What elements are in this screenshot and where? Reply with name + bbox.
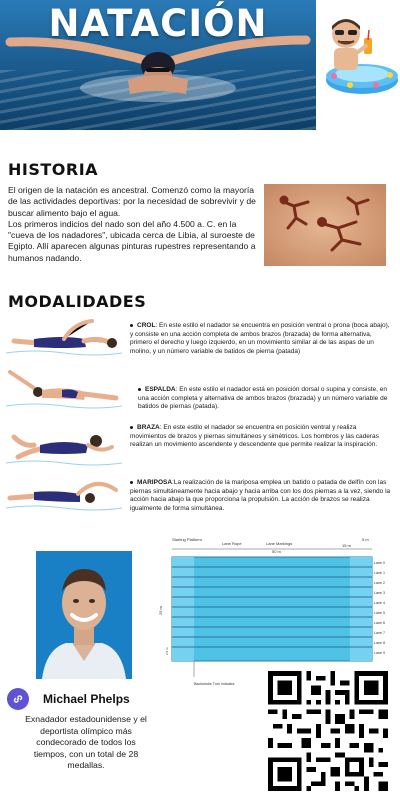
link-icon (12, 693, 24, 705)
lane-label: Lane 2 (374, 581, 385, 585)
cave-painting-image (264, 184, 386, 266)
modalidad-separator: : (155, 322, 160, 329)
historia-text (8, 185, 260, 264)
modalidad-separator: : (175, 386, 180, 393)
qr-code-icon[interactable] (268, 671, 388, 791)
bullet-icon (138, 388, 141, 391)
bullet-icon (130, 481, 133, 484)
link-button[interactable] (7, 688, 29, 710)
lane-label: Lane 1 (374, 571, 385, 575)
pool-label-turn-distance: 5 m (362, 537, 369, 542)
header (0, 0, 400, 130)
lane-label: Lane 6 (374, 621, 385, 625)
lane-label: Lane 3 (374, 591, 385, 595)
pool-label-length: 50 m (272, 549, 281, 554)
modalidad-description: En este estilo el nadador se encuentra en posición ventral o prona (boca abajo), y consiste en una acción completa de ambos brazos (brazada) de forma alternativa, primero el derecho y luego izquierdo, en un movimiento similar al de las aspas de un molino, y un número variable de batidos de pierna (patada) (130, 322, 390, 355)
caricature-avatar-icon (322, 8, 398, 98)
modalidad-name: MARIPOSA (137, 479, 173, 486)
historia-paragraph: El origen de la natación es ancestral. Comenzó como la mayoría de las actividades deportivas: por la necesidad de sobrevivir y de buscar alimento bajo el agua. (8, 185, 256, 218)
pool-label-side-width: 2.5 m (165, 647, 169, 655)
pool-water (172, 557, 372, 661)
modalidad-description: La realización de la mariposa emplea un batido o patada de delfín con las piernas simultáneamente hacia abajo y hacia arriba con los dos piernas a la vez, siendo la acción hacia abajo la que proporciona la propulsión. La acción de brazos se realiza igualmente de forma simultánea. (130, 479, 391, 512)
lane-label: Lane 7 (374, 631, 385, 635)
pool-label-starting-platform: Starting Platform (172, 537, 202, 542)
espalda-swimmer-image (4, 364, 124, 410)
hero-banner (0, 0, 316, 130)
modalidad-separator: : (159, 424, 164, 431)
bullet-icon (130, 426, 133, 429)
mariposa-swimmer-image (4, 472, 124, 512)
olympic-pool-diagram (158, 537, 394, 689)
modalidad-description: En este estilo el nadador está en posición dorsal o supina y consiste, en una acción completa y alternativa de ambos brazos (brazada) y un número variable de batidos de piernas (patada). (138, 386, 388, 411)
modalidad-espalda (138, 386, 392, 412)
crol-swimmer-image (4, 315, 124, 359)
modalidad-name: BRAZA (137, 424, 160, 431)
pool-label-width: 25 m (158, 606, 163, 615)
lane-label: Lane 4 (374, 601, 385, 605)
modalidad-description: En este estilo el nadador se encuentra en posición ventral y realiza movimientos de brazos y piernas simultáneos y simétricos. Los hombros y las caderas realizan un movimiento ascendente y descendente que permite realizar la inspiración. (130, 424, 379, 449)
braza-swimmer-image (4, 423, 124, 467)
modalidad-crol (130, 322, 392, 356)
modalidad-separator: : (172, 479, 174, 486)
pool-label-backstroke-distance: 15 m (342, 543, 351, 548)
lane-label: Lane 9 (374, 651, 385, 655)
michael-phelps-photo (36, 551, 132, 679)
lane-label: Lane 8 (374, 641, 385, 645)
athlete-name: Michael Phelps (43, 692, 130, 706)
lane-label: Lane 0 (374, 561, 385, 565)
bullet-icon (130, 324, 133, 327)
lane-label: Lane 5 (374, 611, 385, 615)
historia-paragraph: Los primeros indicios del nado son del año 4.500 a. C. en la "cueva de los nadadores", ubicada cerca de Libia, al suroeste de Egipto. Allí aparecen algunas pinturas rupestres representando a humanos nadando. (8, 218, 256, 263)
modalidades-heading: MODALIDADES (8, 292, 147, 311)
athlete-description: Exnadador estadounidense y el deportista olímpico más condecorado de todos los tiempos, con un total de 28 medallas. (25, 714, 147, 770)
historia-heading: HISTORIA (8, 160, 99, 179)
modalidad-braza (130, 424, 392, 450)
modalidad-mariposa (130, 479, 392, 513)
pool-label-lane-rope: Lane Rope (222, 541, 242, 546)
modalidad-name: ESPALDA (145, 386, 176, 393)
pool-label-lane-markings: Lane Markings (266, 541, 293, 546)
page-title: NATACIÓN (48, 2, 268, 45)
modalidad-name: CROL (137, 322, 156, 329)
pool-label-backstroke-indicator: Backstroke Turn Indicator (194, 682, 235, 686)
